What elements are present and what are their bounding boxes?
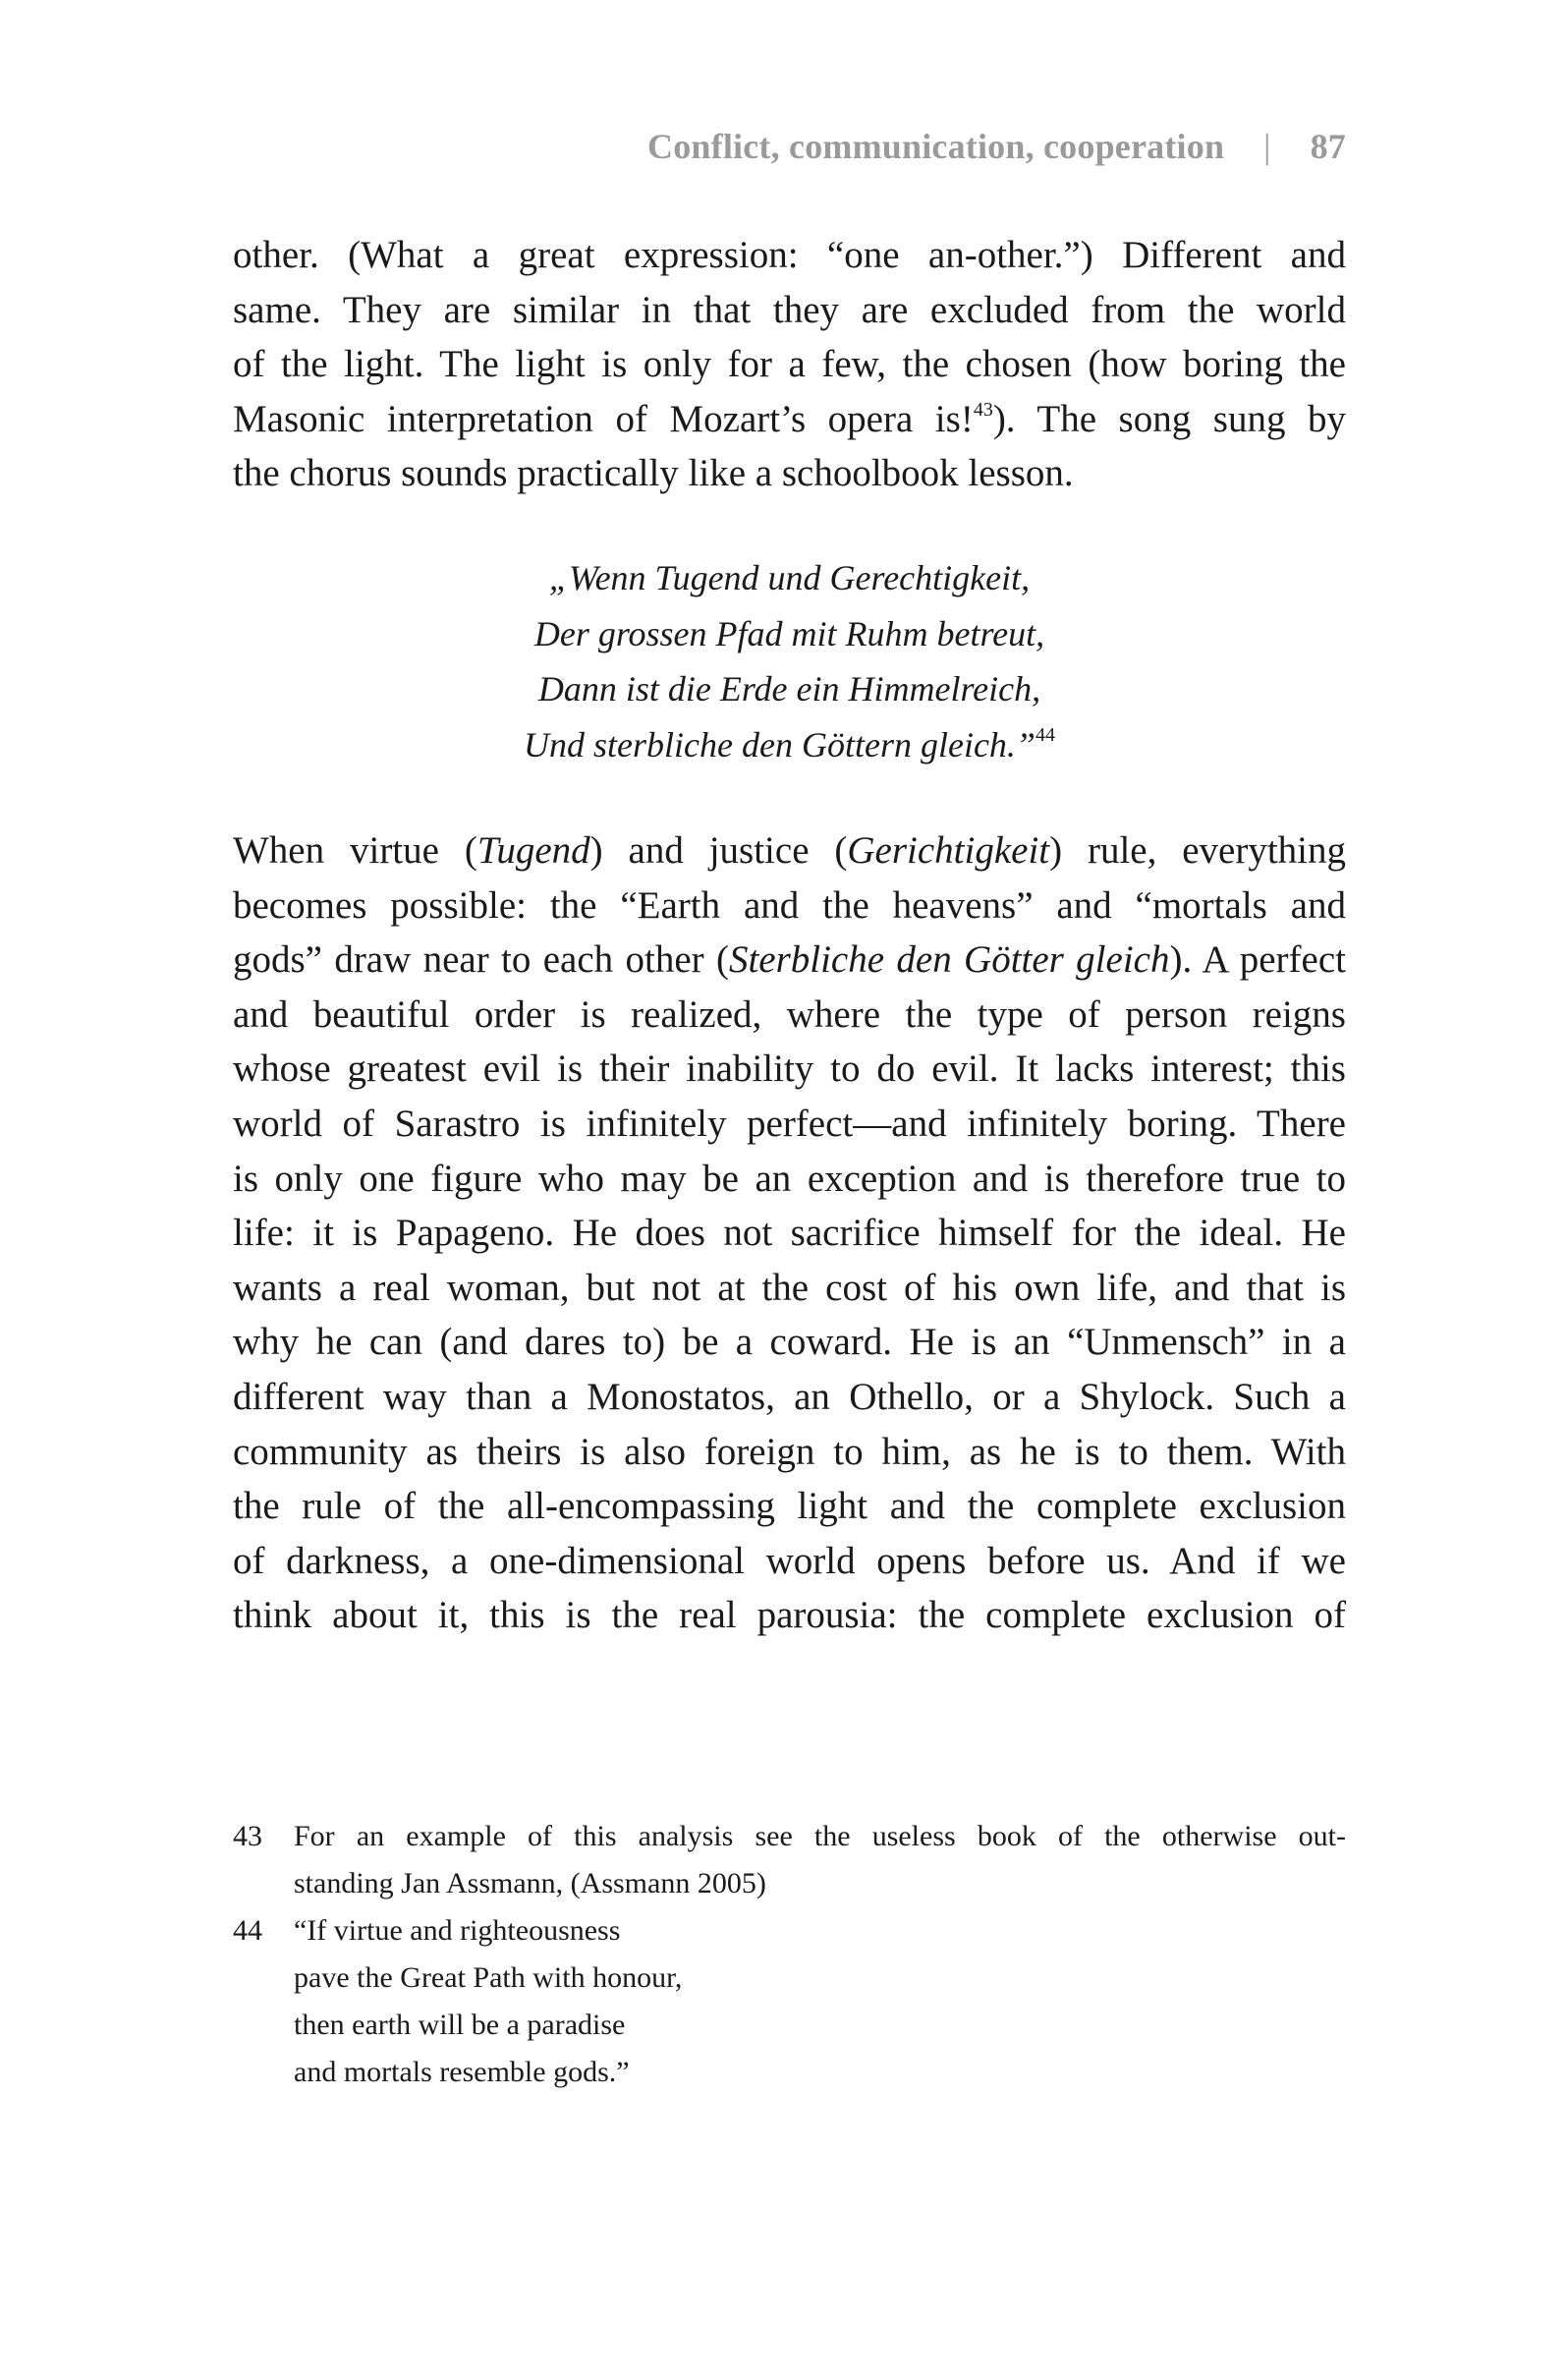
verse-quote	[233, 550, 1346, 772]
footnote-text: then earth will be a paradise	[294, 2009, 626, 2041]
text-line: same. They are similar in that they are excluded from the world	[233, 288, 1346, 331]
footnotes	[233, 1813, 1346, 2096]
verse-line: Dann ist die Erde ein Himmelreich,	[537, 669, 1041, 708]
text-fragment: gods” draw near to each other (	[233, 938, 729, 982]
text-line: is only one figure who may be an exception and is therefore true to	[233, 1157, 1346, 1200]
running-head-separator: |	[1263, 127, 1271, 166]
text-line: different way than a Monostatos, an Othello, or a Shylock. Such a	[233, 1375, 1346, 1418]
footnote-44-line	[233, 2002, 1346, 2049]
italic-term: Gerichtigkeit	[847, 829, 1050, 872]
footnote-44	[233, 1907, 1346, 1955]
text-line: other. (What a great expression: “one an-other.”) Different and	[233, 234, 1346, 276]
text-fragment: ). A perfect	[1169, 938, 1346, 982]
text-line: why he can (and dares to) be a coward. He is an “Unmensch” in a	[233, 1321, 1346, 1364]
running-head-title: Conflict, communication, cooperation	[647, 127, 1225, 166]
italic-term: Sterbliche den Götter gleich	[728, 938, 1170, 982]
footnote-text: and mortals resemble gods.”	[294, 2056, 630, 2088]
footnote-ref-44[interactable]: 44	[1035, 723, 1055, 746]
verse-line: „Wenn Tugend und Gerechtigkeit,	[548, 558, 1031, 597]
footnote-ref-43[interactable]: 43	[973, 398, 993, 421]
text-line: becomes possible: the “Earth and the heavens” and “mortals and	[233, 883, 1346, 927]
text-line: think about it, this is the real parousia: the complete exclusion of	[233, 1594, 1346, 1637]
text-fragment: Und sterbliche den Göttern gleich.”	[524, 724, 1035, 765]
footnote-number: 44	[233, 1914, 262, 1947]
footnote-43	[233, 1813, 1346, 1860]
text-fragment: ) rule, everything	[1049, 829, 1347, 872]
page-number: 87	[1310, 127, 1346, 166]
text-line	[233, 933, 1346, 988]
paragraph-1	[233, 228, 1346, 501]
text-fragment: Masonic interpretation of Mozart’s opera is!	[233, 397, 974, 440]
footnote-text: standing Jan Assmann, (Assmann 2005)	[294, 1867, 766, 1899]
text-line: whose greatest evil is their inability to do evil. It lacks interest; this	[233, 1048, 1346, 1091]
text-line: world of Sarastro is infinitely perfect—and infinitely boring. There	[233, 1102, 1346, 1145]
text-line: of darkness, a one-dimensional world opens before us. And if we	[233, 1539, 1346, 1582]
text-line: the chorus sounds practically like a schoolbook lesson.	[233, 452, 1074, 495]
verse-line: Der grossen Pfad mit Ruhm betreut,	[533, 613, 1045, 653]
verse-line	[233, 717, 1346, 773]
text-fragment: When virtue (	[233, 829, 477, 872]
footnote-text: “If virtue and righteousness	[294, 1914, 621, 1947]
footnote-44-line	[233, 1955, 1346, 2002]
italic-term: Tugend	[476, 829, 590, 872]
text-line: community as theirs is also foreign to him, as he is to them. With	[233, 1430, 1346, 1473]
paragraph-2	[233, 823, 1346, 1643]
text-line: of the light. The light is only for a few, the chosen (how boring the	[233, 343, 1346, 386]
text-fragment: ) and justice (	[589, 829, 848, 872]
text-line: wants a real woman, but not at the cost of his own life, and that is	[233, 1266, 1346, 1309]
footnote-43-continuation	[233, 1860, 1346, 1907]
footnote-44-line	[233, 2049, 1346, 2096]
text-line	[233, 392, 1346, 447]
text-line: and beautiful order is realized, where the type of person reigns	[233, 992, 1346, 1036]
text-fragment: ). The song sung by	[992, 397, 1346, 440]
text-line: life: it is Papageno. He does not sacrifice himself for the ideal. He	[233, 1212, 1346, 1255]
text-line	[233, 823, 1346, 878]
footnote-text: For an example of this analysis see the useless book of the otherwise out-	[294, 1820, 1346, 1852]
text-line: the rule of the all-encompassing light and the complete exclusion	[233, 1485, 1346, 1528]
footnote-text: pave the Great Path with honour,	[294, 1961, 683, 1994]
footnote-number: 43	[233, 1820, 262, 1852]
running-head	[233, 126, 1346, 175]
